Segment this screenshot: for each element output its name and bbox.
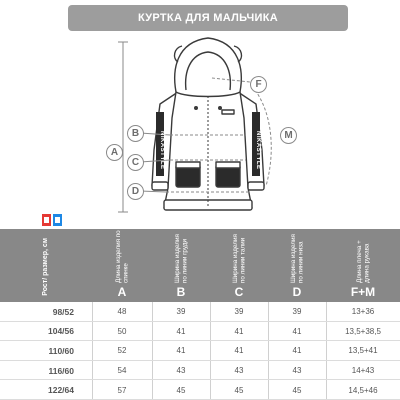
sleeve-print-left: NIKASTYLE bbox=[159, 131, 165, 170]
value-cell-b: 39 bbox=[176, 307, 186, 317]
table-row bbox=[0, 322, 400, 342]
value-cell-fm: 13,5+41 bbox=[348, 346, 378, 356]
value-cell-b: 41 bbox=[176, 326, 186, 336]
column-b-label: Ширина изделия по линии груди bbox=[173, 234, 188, 283]
column-fm-letter: F+M bbox=[350, 285, 376, 299]
value-cell-d: 39 bbox=[292, 307, 302, 317]
dimension-label-f: F bbox=[250, 76, 267, 93]
column-c-letter: C bbox=[234, 285, 244, 299]
column-a-letter: A bbox=[117, 285, 127, 299]
row-header-cell bbox=[0, 229, 92, 302]
column-head-a bbox=[92, 229, 152, 302]
table-row bbox=[0, 361, 400, 381]
value-cell-fm: 13+36 bbox=[351, 307, 375, 317]
column-head-d bbox=[268, 229, 326, 302]
size-cell: 116/60 bbox=[48, 365, 74, 376]
value-cell-a: 48 bbox=[117, 307, 127, 317]
value-cell-a: 54 bbox=[117, 366, 127, 376]
column-d-label: Ширина изделия по линии низа bbox=[289, 234, 304, 283]
value-cell-fm: 13,5+38,5 bbox=[345, 326, 381, 336]
value-cell-d: 45 bbox=[292, 385, 302, 395]
table-row bbox=[0, 341, 400, 361]
value-cell-fm: 14+43 bbox=[351, 366, 375, 376]
value-cell-c: 39 bbox=[234, 307, 244, 317]
table-row bbox=[0, 380, 400, 400]
value-cell-d: 41 bbox=[292, 326, 302, 336]
size-cell: 110/60 bbox=[48, 345, 74, 356]
row-header-label: Рост/ размер, см bbox=[42, 238, 49, 296]
value-cell-a: 52 bbox=[117, 346, 127, 356]
value-cell-b: 45 bbox=[176, 385, 186, 395]
value-cell-a: 57 bbox=[117, 385, 127, 395]
size-table bbox=[0, 229, 400, 400]
dimension-label-b: B bbox=[127, 125, 144, 142]
value-cell-fm: 14,5+46 bbox=[348, 385, 378, 395]
sleeve-print-right: NIKASTYLE bbox=[255, 131, 261, 170]
size-cell: 98/52 bbox=[52, 306, 74, 317]
column-c-label: Ширина изделия по линии талии bbox=[231, 234, 246, 283]
value-cell-c: 43 bbox=[234, 366, 244, 376]
size-cell: 104/56 bbox=[48, 326, 74, 337]
dimension-label-d: D bbox=[127, 183, 144, 200]
value-cell-d: 41 bbox=[292, 346, 302, 356]
value-cell-a: 50 bbox=[117, 326, 127, 336]
dimension-label-c: C bbox=[127, 154, 144, 171]
brand-logo-icon bbox=[41, 212, 63, 228]
value-cell-b: 41 bbox=[176, 346, 186, 356]
value-cell-c: 41 bbox=[234, 326, 244, 336]
value-cell-c: 41 bbox=[234, 346, 244, 356]
column-head-c bbox=[210, 229, 268, 302]
column-a-label: Длина изделия по спинке bbox=[114, 230, 129, 283]
dimension-label-a: A bbox=[106, 144, 123, 161]
column-b-letter: B bbox=[176, 285, 186, 299]
column-fm-label: Длина плеча + длина рукава bbox=[355, 240, 370, 283]
column-d-letter: D bbox=[292, 285, 302, 299]
column-head-b bbox=[152, 229, 210, 302]
dimension-label-m: M bbox=[280, 127, 297, 144]
value-cell-b: 43 bbox=[176, 366, 186, 376]
table-header bbox=[0, 229, 400, 302]
value-cell-c: 45 bbox=[234, 385, 244, 395]
value-cell-d: 43 bbox=[292, 366, 302, 376]
column-head-fm bbox=[326, 229, 400, 302]
product-title: КУРТКА ДЛЯ МАЛЬЧИКА bbox=[137, 12, 278, 24]
size-cell: 122/64 bbox=[48, 385, 74, 396]
table-row bbox=[0, 302, 400, 322]
